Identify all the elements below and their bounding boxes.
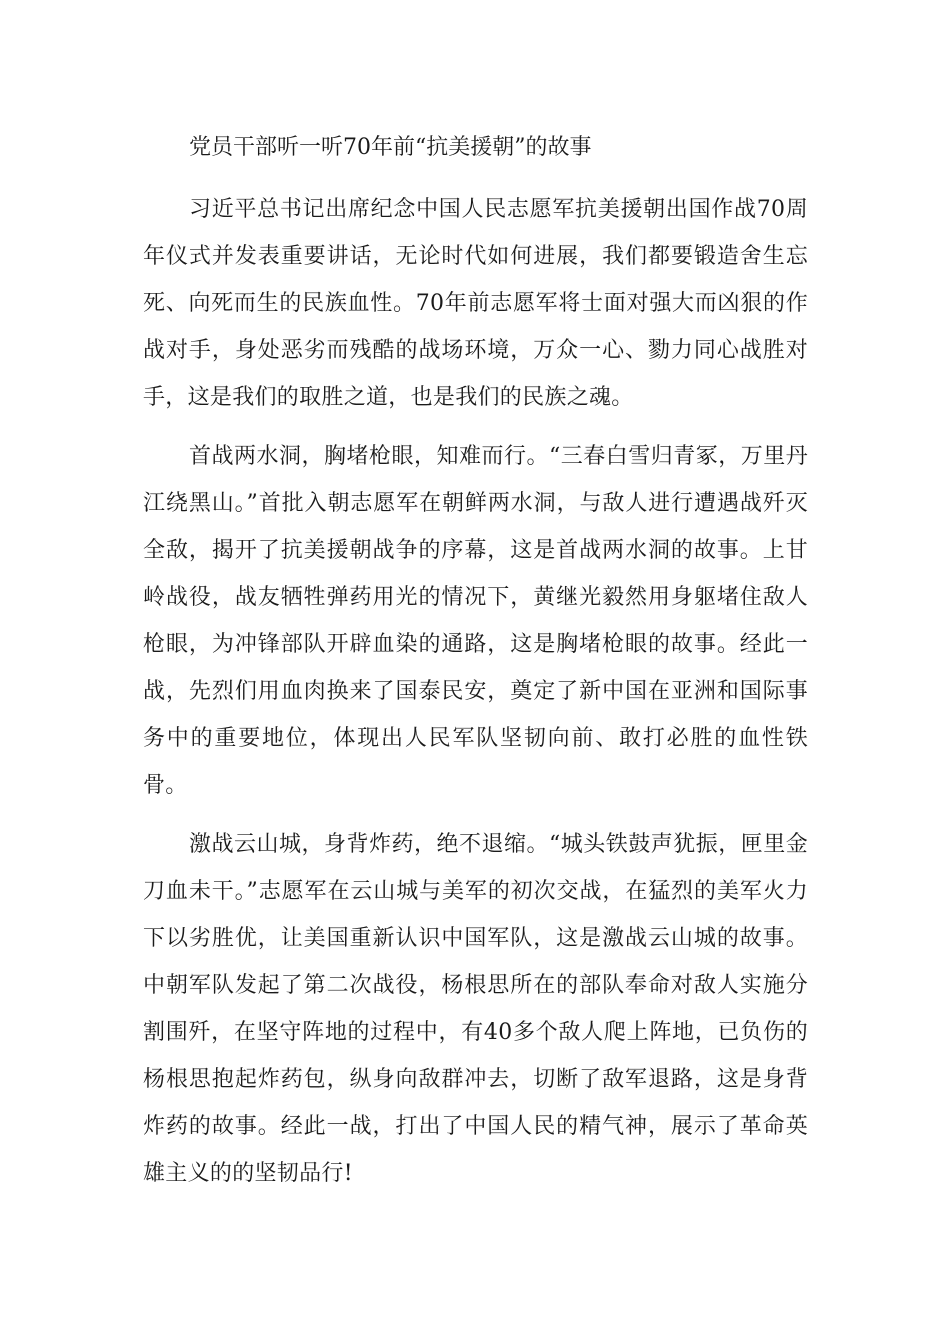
document-title: 党员干部听一听70年前“抗美援朝”的故事 xyxy=(189,135,592,160)
paragraph-liangshuidong: 首战两水洞，胸堵枪眼，知难而行。“三春白雪归青冢，万里丹江绕黑山。”首批入朝志愿军在朝鲜两水洞，与敌人进行遭遇战歼灭全敌，揭开了抗美援朝战争的序幕，这是首战两水洞的故事。上甘岭战役，战友牺牲弹药用光的情况下，黄继光毅然用身躯堵住敌人枪眼，为冲锋部队开辟血染的通路，这是胸堵枪眼的故事。经此一战，先烈们用血肉换来了国泰民安，奠定了新中国在亚洲和国际事务中的重要地位，体现出人民军队坚韧向前、敢打必胜的血性铁骨。 xyxy=(143,444,808,798)
paragraph-intro: 习近平总书记出席纪念中国人民志愿军抗美援朝出国作战70周年仪式并发表重要讲话，无论时代如何进展，我们都要锻造舍生忘死、向死而生的民族血性。70年前志愿军将士面对强大而凶狠的作战对手，身处恶劣而残酷的战场环境，万众一心、勠力同心战胜对手，这是我们的取胜之道，也是我们的民族之魂。 xyxy=(143,197,808,410)
document-body xyxy=(143,132,808,1209)
paragraph-yunshancheng: 激战云山城，身背炸药，绝不退缩。“城头铁鼓声犹振，匣里金刀血未干。”志愿军在云山城与美军的初次交战，在猛烈的美军火力下以劣胜优，让美国重新认识中国军队，这是激战云山城的故事。中朝军队发起了第二次战役，杨根思所在的部队奉命对敌人实施分割围歼，在坚守阵地的过程中，有40多个敌人爬上阵地，已负伤的杨根思抱起炸药包，纵身向敌群冲去，切断了敌军退路，这是身背炸药的故事。经此一战，打出了中国人民的精气神，展示了革命英雄主义的的坚韧品行! xyxy=(143,832,808,1186)
